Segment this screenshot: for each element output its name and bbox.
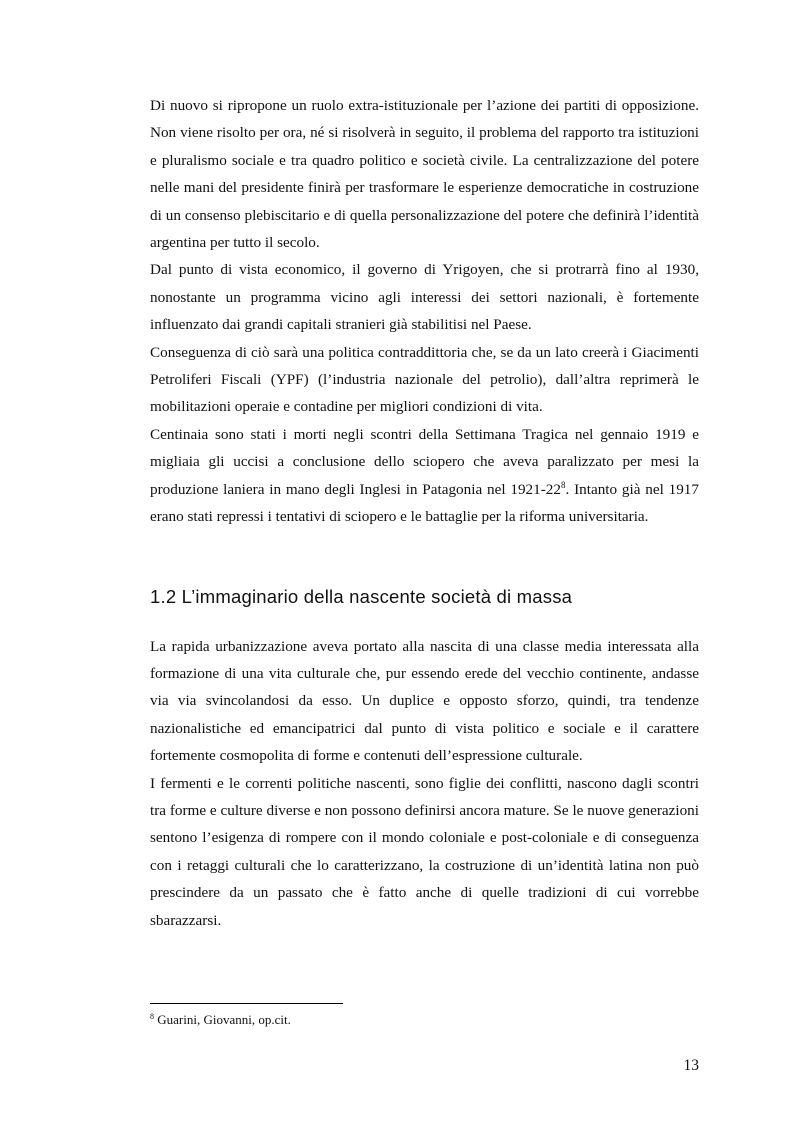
paragraph-strikes-text: Centinaia sono stati i morti negli scontri della Settimana Tragica nel gennaio 1919 e migliaia gli uccisi a conclusione dello sciopero che aveva paralizzato per mesi la produzione laniera in mano degli Inglesi in Patagonia nel 1921-22: [150, 425, 699, 498]
paragraph-opposition: Di nuovo si ripropone un ruolo extra-istituzionale per l’azione dei partiti di opposizione. Non viene risolto per ora, né si risolverà in seguito, il problema del rapporto tra istituzioni e pluralismo sociale e tra quadro politico e società civile. La centralizzazione del potere nelle mani del presidente finirà per trasformare le esperienze democratiche in costruzione di un consenso plebiscitario e di quella personalizzazione del potere che definirà l’identità argentina per tutto il secolo.: [150, 97, 699, 252]
footnote-separator: [150, 1003, 343, 1004]
footnote-text: Guarini, Giovanni, op.cit.: [154, 1012, 291, 1027]
paragraph-urbanization: La rapida urbanizzazione aveva portato alla nascita di una classe media interessata alla formazione di una vita culturale che, pur essendo erede del vecchio continente, andasse via via svincolandosi da esso. Un duplice e opposto sforzo, quindi, tra tendenze nazionalistiche ed emancipatrici dal punto di vista politico e sociale e il carattere fortemente cosmopolita di forme e contenuti dell’espressione culturale.: [150, 637, 699, 765]
paragraph-economy: Dal punto di vista economico, il governo di Yrigoyen, che si protrarrà fino al 1930, nonostante un programma vicino agli interessi dei settori nazionali, è fortemente influenzato dai grandi capitali stranieri già stabilitisi nel Paese.: [150, 261, 699, 334]
page-number: 13: [683, 1057, 699, 1074]
paragraph-strikes: [150, 421, 699, 531]
paragraph-strikes-text-cont: . Intanto già nel 1917 erano stati repressi i tentativi di sciopero e le battaglie per la riforma universitaria.: [150, 480, 699, 526]
section-heading: 1.2 L’immaginario della nascente società di massa: [150, 585, 573, 607]
footnote-reference[interactable]: 8: [560, 479, 566, 490]
paragraph-ferments: I fermenti e le correnti politiche nascenti, sono figlie dei conflitti, nascono dagli scontri tra forme e culture diverse e non possono definirsi ancora mature. Se le nuove generazioni sentono l’esigenza di rompere con il mondo coloniale e post-coloniale e di conseguenza con i retaggi culturali che lo caratterizzano, la costruzione di un’identità latina non può prescindere da un passato che è fatto anche di quelle tradizioni di cui vorrebbe sbarazzarsi.: [150, 774, 699, 929]
page-body: [150, 92, 699, 934]
footnote: [150, 1012, 291, 1028]
footnote-number: 8: [150, 1012, 154, 1021]
paragraph-consequence: Conseguenza di ciò sarà una politica contraddittoria che, se da un lato creerà i Giacimenti Petroliferi Fiscali (YPF) (l’industria nazionale del petrolio), dall’altra reprimerà le mobilitazioni operaie e contadine per migliori condizioni di vita.: [150, 343, 699, 416]
